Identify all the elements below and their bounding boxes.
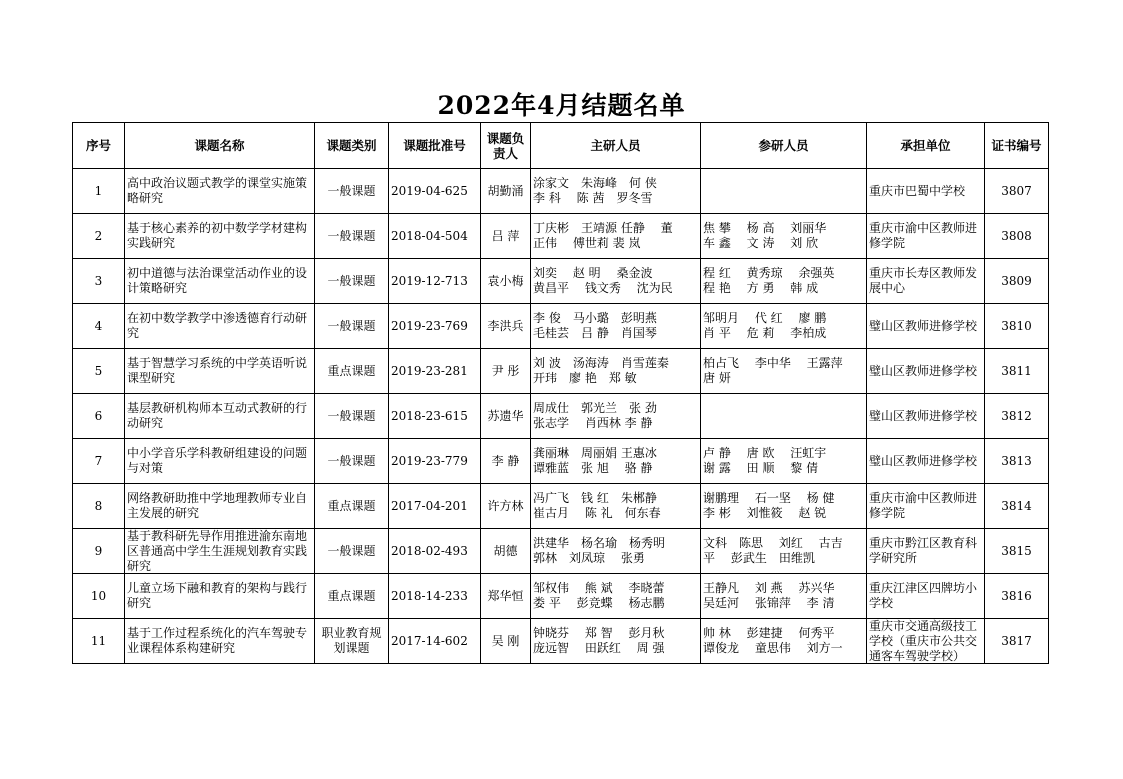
cell-approval: [389, 214, 481, 259]
cell-approval: [389, 574, 481, 619]
cell-approval-line: 2019-04-625: [391, 183, 468, 198]
cell-no-line: 4: [94, 318, 103, 333]
cell-main: [531, 529, 701, 574]
cell-cert: [985, 169, 1049, 214]
cell-main: [531, 304, 701, 349]
cell-cert-line: 3817: [1001, 633, 1032, 648]
cell-no-line: 6: [94, 408, 103, 423]
cell-participants: [701, 484, 867, 529]
cell-approval-line: 2019-23-769: [391, 318, 468, 333]
header-participants: 参研人员: [701, 123, 867, 169]
cell-no: [73, 619, 125, 664]
cell-participants-line: 李 彬 刘惟筱 赵 锐: [703, 506, 827, 520]
cell-main-line: 丁庆彬 王靖源 任静 董: [533, 221, 673, 235]
cell-leader: [481, 439, 531, 484]
cell-category: [315, 619, 389, 664]
table-row: [73, 169, 1049, 214]
cell-approval: [389, 349, 481, 394]
cell-approval-line: 2019-23-281: [391, 363, 468, 378]
table-row: [73, 214, 1049, 259]
cell-category: [315, 394, 389, 439]
cell-no: [73, 169, 125, 214]
cell-name: [125, 169, 315, 214]
cell-participants-line: 帅 林 彭建捷 何秀平: [703, 626, 835, 640]
results-table: [72, 122, 1049, 664]
cell-approval-line: 2017-04-201: [391, 498, 468, 513]
cell-participants-line: 卢 静 唐 欧 汪虹宇: [703, 446, 827, 460]
cell-no: [73, 484, 125, 529]
cell-no-line: 8: [94, 498, 103, 513]
cell-participants: [701, 394, 867, 439]
cell-main-line: 刘 波 汤海涛 肖雪莲秦: [533, 356, 669, 370]
cell-main: [531, 169, 701, 214]
cell-participants: [701, 574, 867, 619]
cell-category: [315, 349, 389, 394]
cell-main-line: 周成仕 郭光兰 张 劲: [533, 401, 657, 415]
cell-cert: [985, 484, 1049, 529]
cell-leader: [481, 574, 531, 619]
cell-name: [125, 574, 315, 619]
cell-unit: [867, 619, 985, 664]
cell-name: [125, 529, 315, 574]
cell-name-line: 基层教研机构师本互动式教研的行动研究: [127, 401, 308, 430]
table-row: [73, 439, 1049, 484]
cell-participants: [701, 439, 867, 484]
header-cert: 证书编号: [985, 123, 1049, 169]
header-leader: 课题负责人: [481, 123, 531, 169]
cell-participants-line: 吴廷河 张锦萍 李 清: [703, 596, 835, 610]
cell-main-line: 崔古月 陈 礼 何东春: [533, 506, 661, 520]
cell-unit-line: 重庆江津区四牌坊小学校: [869, 581, 978, 610]
cell-main-line: 正伟 傅世莉 裴 岚: [533, 236, 641, 250]
cell-category-line: 一般课题: [327, 273, 376, 288]
cell-main-line: 娄 平 彭竞蝶 杨志鹏: [533, 596, 665, 610]
cell-cert: [985, 259, 1049, 304]
cell-category: [315, 439, 389, 484]
cell-name: [125, 394, 315, 439]
cell-leader-line: 郑华恒: [487, 588, 524, 603]
cell-unit: [867, 484, 985, 529]
cell-approval-line: 2018-23-615: [391, 408, 468, 423]
cell-name-line: 初中道德与法治课堂活动作业的设计策略研究: [127, 266, 308, 295]
cell-name-line: 基于工作过程系统化的汽车驾驶专业课程体系构建研究: [127, 626, 308, 655]
cell-cert-line: 3813: [1001, 453, 1032, 468]
cell-cert-line: 3812: [1001, 408, 1032, 423]
cell-cert: [985, 304, 1049, 349]
cell-unit-line: 重庆市黔江区教育科学研究所: [869, 536, 978, 565]
cell-approval-line: 2018-02-493: [391, 543, 468, 558]
cell-category: [315, 214, 389, 259]
cell-main: [531, 214, 701, 259]
cell-name: [125, 619, 315, 664]
cell-approval-line: 2019-12-713: [391, 273, 468, 288]
cell-category: [315, 484, 389, 529]
cell-leader: [481, 349, 531, 394]
cell-category-line: 重点课题: [327, 498, 376, 513]
cell-leader-line: 尹 彤: [491, 363, 520, 378]
cell-name-line: 基于智慧学习系统的中学英语听说课型研究: [127, 356, 308, 385]
cell-main-line: 郭林 刘凤琼 张勇: [533, 551, 645, 565]
cell-approval: [389, 619, 481, 664]
cell-category-line: 职业教育规划课题: [321, 626, 382, 655]
cell-participants-line: 平 彭武生 田维凯: [703, 551, 815, 565]
cell-leader: [481, 214, 531, 259]
cell-leader: [481, 169, 531, 214]
cell-participants-line: 王静凡 刘 燕 苏兴华: [703, 581, 835, 595]
cell-main-line: 冯广飞 钱 红 朱郴静: [533, 491, 657, 505]
cell-main: [531, 574, 701, 619]
cell-main-line: 张志学 肖西林 李 静: [533, 416, 653, 430]
cell-leader: [481, 394, 531, 439]
cell-unit: [867, 394, 985, 439]
cell-approval-line: 2018-04-504: [391, 228, 468, 243]
cell-main-line: 李 俊 马小璐 彭明燕: [533, 311, 657, 325]
header-approval: 课题批准号: [389, 123, 481, 169]
cell-no: [73, 394, 125, 439]
cell-unit-line: 璧山区教师进修学校: [869, 363, 978, 378]
cell-no-line: 10: [90, 588, 107, 603]
cell-participants-line: 程 艳 方 勇 韩 成: [703, 281, 819, 295]
cell-cert: [985, 394, 1049, 439]
cell-category-line: 重点课题: [327, 363, 376, 378]
cell-participants-line: 焦 攀 杨 高 刘丽华: [703, 221, 827, 235]
cell-name: [125, 214, 315, 259]
cell-approval: [389, 484, 481, 529]
cell-cert: [985, 439, 1049, 484]
cell-approval: [389, 394, 481, 439]
header-row: [73, 123, 1049, 169]
cell-cert: [985, 574, 1049, 619]
cell-leader-line: 胡德: [493, 543, 518, 558]
cell-participants: [701, 169, 867, 214]
cell-main-line: 庞远智 田跃红 周 强: [533, 641, 665, 655]
cell-cert-line: 3809: [1001, 273, 1032, 288]
cell-cert: [985, 619, 1049, 664]
cell-participants: [701, 529, 867, 574]
cell-participants-line: 唐 妍: [703, 371, 731, 385]
cell-unit: [867, 169, 985, 214]
table-row: [73, 529, 1049, 574]
cell-unit-line: 璧山区教师进修学校: [869, 318, 978, 333]
cell-category: [315, 574, 389, 619]
cell-main: [531, 259, 701, 304]
cell-name: [125, 349, 315, 394]
header-main: 主研人员: [531, 123, 701, 169]
cell-unit-line: 重庆市巴蜀中学校: [869, 183, 966, 198]
cell-unit-line: 重庆市渝中区教师进修学院: [869, 221, 978, 250]
cell-unit-line: 重庆市渝中区教师进修学院: [869, 491, 978, 520]
header-category: 课题类别: [315, 123, 389, 169]
cell-main-line: 龚丽琳 周丽娟 王惠冰: [533, 446, 657, 460]
cell-participants-line: 谭俊龙 童思伟 刘方一: [703, 641, 843, 655]
cell-name-line: 高中政治议题式教学的课堂实施策略研究: [127, 176, 308, 205]
table-row: [73, 574, 1049, 619]
cell-name: [125, 484, 315, 529]
cell-no-line: 9: [94, 543, 103, 558]
cell-unit: [867, 214, 985, 259]
cell-no: [73, 304, 125, 349]
cell-main: [531, 439, 701, 484]
cell-main-line: 刘奕 赵 明 桑金波: [533, 266, 653, 280]
cell-category: [315, 304, 389, 349]
cell-leader-line: 袁小梅: [487, 273, 524, 288]
table-row: [73, 304, 1049, 349]
cell-participants-line: 车 鑫 文 涛 刘 欣: [703, 236, 819, 250]
cell-unit: [867, 259, 985, 304]
cell-category-line: 一般课题: [327, 183, 376, 198]
cell-unit: [867, 574, 985, 619]
cell-no-line: 3: [94, 273, 103, 288]
page-title: 2022年4月结题名单: [437, 91, 686, 120]
cell-cert: [985, 349, 1049, 394]
cell-approval: [389, 529, 481, 574]
cell-unit: [867, 529, 985, 574]
cell-leader-line: 吕 萍: [491, 228, 520, 243]
cell-no-line: 7: [94, 453, 103, 468]
cell-cert-line: 3811: [1001, 363, 1032, 378]
cell-cert-line: 3808: [1001, 228, 1032, 243]
table-row: [73, 619, 1049, 664]
cell-leader: [481, 619, 531, 664]
cell-participants-line: 程 红 黄秀琼 余强英: [703, 266, 835, 280]
cell-main: [531, 349, 701, 394]
cell-unit-line: 重庆市交通高级技工学校（重庆市公共交通客车驾驶学校）: [869, 619, 978, 663]
cell-participants: [701, 259, 867, 304]
cell-leader-line: 许方林: [487, 498, 524, 513]
cell-no: [73, 574, 125, 619]
cell-main-line: 李 科 陈 茜 罗冬雪: [533, 191, 653, 205]
cell-no: [73, 349, 125, 394]
cell-category-line: 一般课题: [327, 453, 376, 468]
cell-main-line: 毛桂芸 吕 静 肖国琴: [533, 326, 657, 340]
cell-approval-line: 2018-14-233: [391, 588, 468, 603]
cell-approval-line: 2017-14-602: [391, 633, 468, 648]
cell-approval-line: 2019-23-779: [391, 453, 468, 468]
cell-unit: [867, 439, 985, 484]
cell-no-line: 11: [90, 633, 107, 648]
cell-leader: [481, 259, 531, 304]
cell-name-line: 基于核心素养的初中数学学材建构实践研究: [127, 221, 308, 250]
cell-category: [315, 259, 389, 304]
cell-name-line: 儿童立场下融和教育的架构与践行研究: [127, 581, 308, 610]
cell-unit-line: 重庆市长寿区教师发展中心: [869, 266, 978, 295]
cell-name: [125, 259, 315, 304]
cell-participants-line: 柏占飞 李中华 王露萍: [703, 356, 843, 370]
header-unit: 承担单位: [867, 123, 985, 169]
cell-category-line: 一般课题: [327, 228, 376, 243]
cell-approval: [389, 304, 481, 349]
cell-category-line: 重点课题: [327, 588, 376, 603]
cell-approval: [389, 259, 481, 304]
cell-participants: [701, 349, 867, 394]
table-row: [73, 394, 1049, 439]
cell-no: [73, 214, 125, 259]
cell-unit-line: 璧山区教师进修学校: [869, 408, 978, 423]
cell-participants-line: 谢 露 田 顺 黎 倩: [703, 461, 819, 475]
cell-unit-line: 璧山区教师进修学校: [869, 453, 978, 468]
cell-participants-line: 肖 平 危 莉 李柏成: [703, 326, 827, 340]
cell-leader: [481, 529, 531, 574]
header-no: 序号: [73, 123, 125, 169]
cell-no-line: 1: [94, 183, 103, 198]
cell-no: [73, 529, 125, 574]
cell-main-line: 邹权伟 熊 斌 李晓蕾: [533, 581, 665, 595]
cell-main-line: 谭雅蓝 张 旭 骆 静: [533, 461, 653, 475]
cell-name-line: 中小学音乐学科教研组建设的问题与对策: [127, 446, 308, 475]
cell-unit: [867, 304, 985, 349]
cell-main-line: 开玮 廖 艳 郑 敏: [533, 371, 637, 385]
cell-participants-line: 谢鹏理 石一坚 杨 健: [703, 491, 835, 505]
cell-main: [531, 394, 701, 439]
cell-cert-line: 3815: [1001, 543, 1032, 558]
cell-no-line: 2: [94, 228, 103, 243]
cell-approval: [389, 169, 481, 214]
cell-cert-line: 3810: [1001, 318, 1032, 333]
cell-participants-line: 邹明月 代 红 廖 鹏: [703, 311, 827, 325]
cell-participants: [701, 619, 867, 664]
cell-name: [125, 439, 315, 484]
cell-participants: [701, 304, 867, 349]
cell-leader-line: 李 静: [491, 453, 520, 468]
cell-main-line: 洪建华 杨名瑜 杨秀明: [533, 536, 666, 550]
cell-cert: [985, 214, 1049, 259]
cell-approval: [389, 439, 481, 484]
cell-no-line: 5: [94, 363, 103, 378]
cell-main-line: 钟晓芬 郑 智 彭月秋: [533, 626, 665, 640]
cell-name-line: 基于教科研先导作用推进渝东南地区普通高中学生生涯规划教育实践研究: [127, 529, 308, 573]
table-row: [73, 349, 1049, 394]
cell-leader: [481, 484, 531, 529]
cell-leader-line: 苏遗华: [487, 408, 524, 423]
table-row: [73, 259, 1049, 304]
cell-main-line: 涂家文 朱海峰 何 侠: [533, 176, 657, 190]
cell-participants: [701, 214, 867, 259]
cell-participants-line: 文科 陈思 刘红 古吉: [703, 536, 843, 550]
cell-category-line: 一般课题: [327, 543, 376, 558]
cell-cert: [985, 529, 1049, 574]
cell-unit: [867, 349, 985, 394]
cell-cert-line: 3807: [1001, 183, 1032, 198]
cell-name-line: 在初中数学教学中渗透德育行动研究: [127, 311, 308, 340]
cell-leader-line: 胡勤涌: [487, 183, 524, 198]
cell-cert-line: 3816: [1001, 588, 1032, 603]
table-row: [73, 484, 1049, 529]
cell-name: [125, 304, 315, 349]
cell-main-line: 黄昌平 钱文秀 沈为民: [533, 281, 673, 295]
cell-main: [531, 619, 701, 664]
cell-no: [73, 439, 125, 484]
cell-category: [315, 169, 389, 214]
cell-no: [73, 259, 125, 304]
cell-name-line: 网络教研助推中学地理教师专业自主发展的研究: [127, 491, 308, 520]
cell-leader: [481, 304, 531, 349]
cell-category-line: 一般课题: [327, 318, 376, 333]
cell-category-line: 一般课题: [327, 408, 376, 423]
cell-category: [315, 529, 389, 574]
cell-leader-line: 吴 刚: [491, 633, 520, 648]
header-name: 课题名称: [125, 123, 315, 169]
cell-main: [531, 484, 701, 529]
cell-cert-line: 3814: [1001, 498, 1032, 513]
cell-leader-line: 李洪兵: [487, 318, 524, 333]
